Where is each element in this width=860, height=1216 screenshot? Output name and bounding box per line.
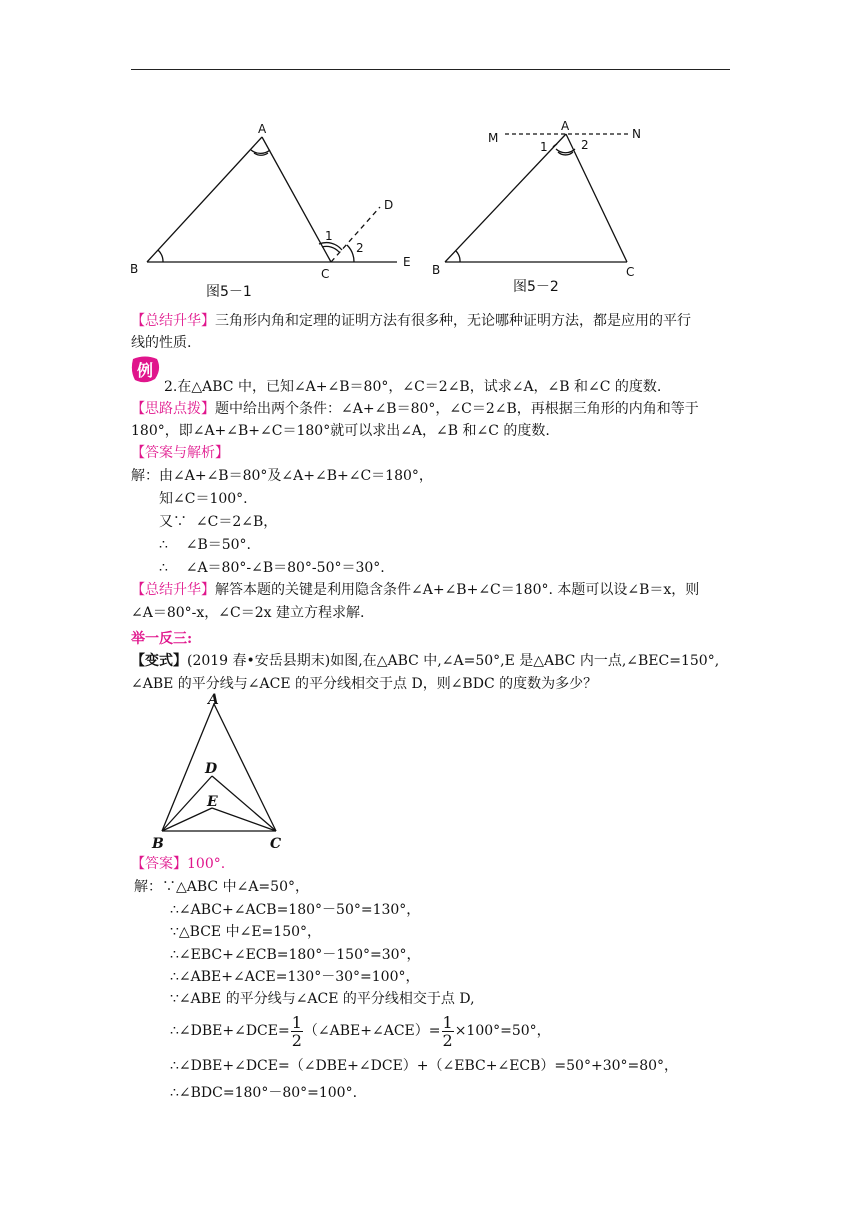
fig3-label-c: C — [270, 836, 282, 852]
fig1-label-b: B — [130, 262, 139, 276]
solution2-line4: ∴ ∠B＝50°. — [159, 537, 251, 553]
fig3-label-e: E — [207, 794, 218, 810]
fraction-half-1-num: 1 — [291, 1012, 302, 1032]
example-badge-label: 例 — [136, 361, 154, 380]
solution3-line7-end: ×100°=50°， — [454, 1023, 551, 1039]
fig2-label-m: M — [488, 131, 499, 145]
solution3-line7 — [170, 1012, 551, 1050]
fig1-label-e: E — [403, 255, 411, 269]
variant-tag: 【变式】 — [131, 653, 187, 669]
hint-line2: 180°，即∠A+∠B+∠C＝180°就可以求出∠A，∠B 和∠C 的度数. — [131, 423, 550, 439]
fig1-label-a: A — [258, 122, 267, 136]
solution3-line7-mid: （∠ABE+∠ACE）= — [303, 1023, 441, 1039]
figure-triangle-bdc — [140, 690, 300, 855]
solution2-line3: 又∵ ∠C＝2∠B， — [159, 514, 278, 530]
answer3-tag: 【答案】 — [131, 856, 187, 872]
summary1-line2: 线的性质. — [131, 335, 192, 351]
example2-question: 2.在△ABC 中，已知∠A+∠B＝80°，∠C＝2∠B，试求∠A，∠B 和∠C 的度数. — [164, 379, 662, 395]
fig1-label-2: 2 — [356, 241, 364, 255]
solution2-line5: ∴ ∠A＝80°-∠B＝80°-50°＝30°. — [159, 560, 385, 576]
figures-5-1-5-2 — [0, 0, 860, 310]
solution3-line4: ∴∠EBC+∠ECB=180°－150°=30°， — [170, 947, 421, 963]
solution3-line3: ∵△BCE 中∠E=150°， — [170, 924, 322, 940]
answer-header: 【答案与解析】 — [131, 445, 229, 461]
solution3-line6: ∵∠ABE 的平分线与∠ACE 的平分线相交于点 D, — [170, 991, 475, 1007]
solution3-line8: ∴∠DBE+∠DCE=（∠DBE+∠DCE）+（∠EBC+∠ECB）=50°+30°=80°， — [170, 1058, 679, 1074]
fig2-label-c: C — [626, 265, 635, 279]
fig3-label-b: B — [152, 836, 164, 852]
fraction-half-2-num: 1 — [442, 1012, 453, 1032]
example-badge — [129, 355, 161, 385]
fraction-half-1-den: 2 — [291, 1030, 302, 1050]
fig2-label-1: 1 — [540, 140, 548, 154]
summary2-tag: 【总结升华】 — [131, 582, 215, 598]
fig2-caption: 图5－2 — [513, 279, 559, 295]
summary2-line2: ∠A＝80°-x，∠C＝2x 建立方程求解. — [131, 605, 365, 621]
fraction-half-2-den: 2 — [442, 1030, 453, 1050]
fig1-label-d: D — [384, 198, 394, 212]
summary2-line1 — [131, 580, 699, 600]
section-title: 举一反三: — [131, 631, 193, 647]
solution2-line1: 解：由∠A+∠B＝80°及∠A+∠B+∠C＝180°， — [131, 468, 433, 484]
solution3-line1: 解：∵△ABC 中∠A=50°， — [134, 879, 309, 895]
figure-5-2 — [445, 134, 628, 262]
fraction-half-2 — [442, 1014, 454, 1049]
solution2-line2: 知∠C＝100°. — [159, 491, 248, 507]
variant-text: (2019 春•安岳县期末)如图,在△ABC 中,∠A=50°,E 是△ABC 内一点,∠BEC=150°, — [187, 653, 720, 669]
hint-line1 — [131, 399, 699, 419]
solution3-line7-start: ∴∠DBE+∠DCE= — [170, 1023, 290, 1039]
fraction-half-1 — [291, 1014, 303, 1049]
fig2-label-n: N — [632, 127, 641, 141]
fig2-label-a: A — [561, 119, 570, 133]
fig3-label-a: A — [208, 692, 219, 708]
summary1-line1 — [131, 311, 691, 331]
variant-line1 — [131, 651, 719, 671]
hint-text: 题中给出两个条件：∠A+∠B＝80°，∠C＝2∠B，再根据三角形的内角和等于 — [215, 401, 699, 417]
fig1-label-c: C — [321, 267, 330, 281]
variant-line2: ∠ABE 的平分线与∠ACE 的平分线相交于点 D，则∠BDC 的度数为多少？ — [131, 676, 598, 692]
hint-tag: 【思路点拨】 — [131, 401, 215, 417]
solution3-line9: ∴∠BDC=180°－80°=100°. — [170, 1085, 358, 1101]
solution3-line2: ∴∠ABC+∠ACB=180°－50°=130°， — [170, 902, 421, 918]
fig1-caption: 图5－1 — [206, 284, 252, 300]
fig3-label-d: D — [205, 761, 218, 777]
summary1-text: 三角形内角和定理的证明方法有很多种，无论哪种证明方法，都是应用的平行 — [215, 313, 691, 329]
summary1-tag: 【总结升华】 — [131, 313, 215, 329]
answer3-value: 100°. — [187, 856, 226, 872]
fig1-label-1: 1 — [325, 229, 333, 243]
answer3 — [131, 854, 225, 874]
fig2-label-2: 2 — [581, 138, 589, 152]
summary2-text: 解答本题的关键是利用隐含条件∠A+∠B+∠C＝180°. 本题可以设∠B＝x，则 — [215, 582, 700, 598]
solution3-line5: ∴∠ABE+∠ACE=130°－30°=100°， — [170, 969, 420, 985]
fig2-label-b: B — [432, 263, 441, 277]
